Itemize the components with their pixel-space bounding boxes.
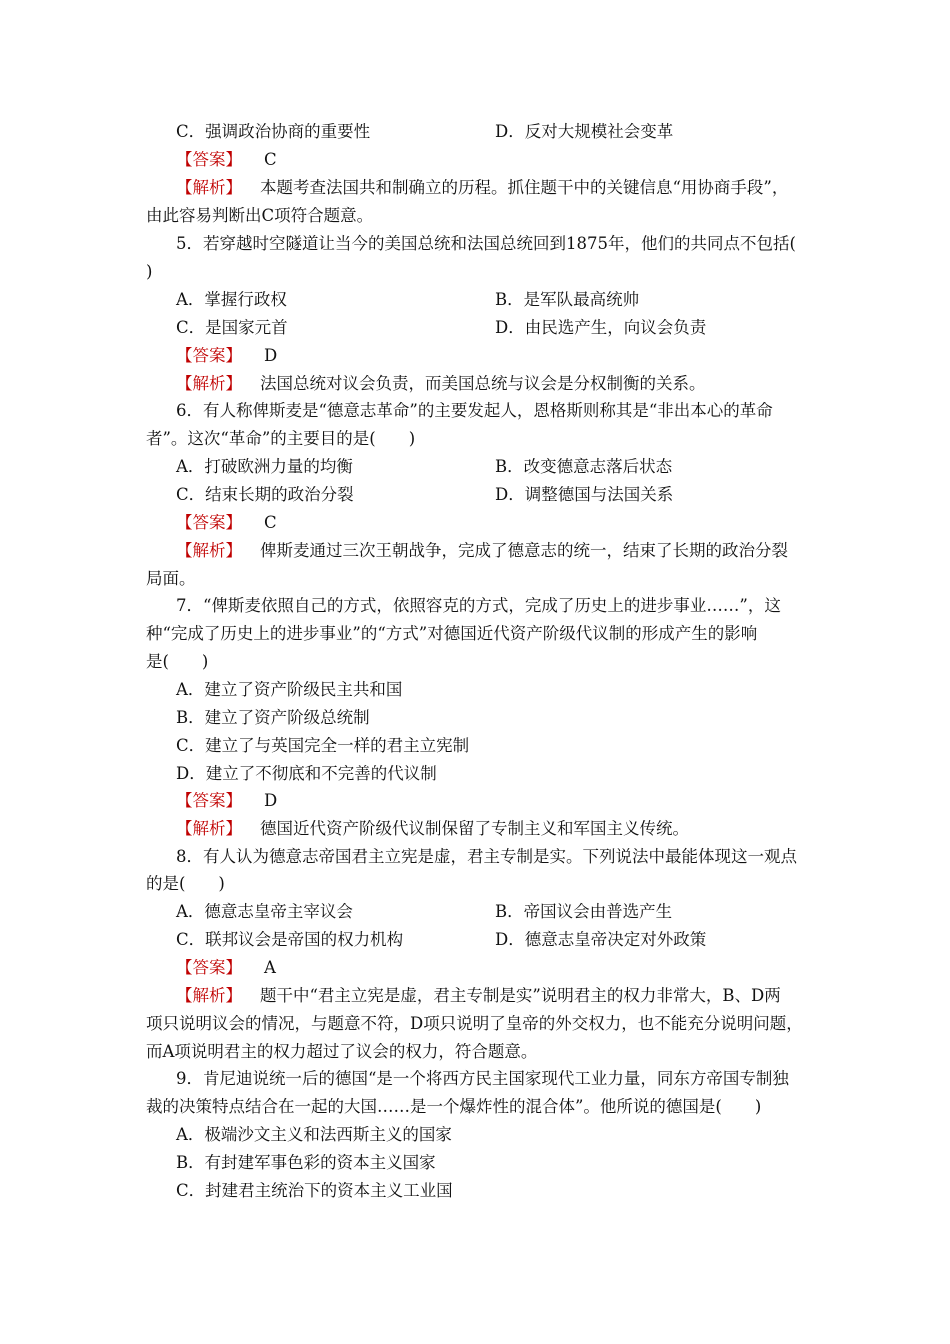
q6-option-c: C．结束长期的政治分裂 <box>176 485 354 504</box>
q6-option-b: B．改变德意志落后状态 <box>495 457 673 476</box>
analysis-tag: 【解析】 <box>176 178 242 197</box>
q9-option-a: A．极端沙文主义和法西斯主义的国家 <box>176 1125 452 1144</box>
q8-analysis-text-3: 而A项说明君主的权力超过了议会的权力，符合题意。 <box>146 1042 538 1061</box>
q6-analysis-text-1: 俾斯麦通过三次王朝战争，完成了德意志的统一，结束了长期的政治分裂 <box>260 541 788 560</box>
q5-stem-1: 5．若穿越时空隧道让当今的美国总统和法国总统回到1875年，他们的共同点不包括( <box>176 234 796 253</box>
q7-analysis-line <box>176 819 689 839</box>
q5-answer-line <box>176 346 277 366</box>
q6-answer-line <box>176 513 277 533</box>
answer-tag: 【答案】 <box>176 346 242 365</box>
q7-option-b: B．建立了资产阶级总统制 <box>176 708 370 727</box>
q9-option-b: B．有封建军事色彩的资本主义国家 <box>176 1153 436 1172</box>
q5-option-a: A．掌握行政权 <box>176 290 287 309</box>
answer-tag: 【答案】 <box>176 513 242 532</box>
q6-stem-1: 6．有人称俾斯麦是“德意志革命”的主要发起人，恩格斯则称其是“非出本心的革命 <box>176 401 773 420</box>
q4-analysis-text-2: 由此容易判断出C项符合题意。 <box>146 206 374 225</box>
q8-answer-line <box>176 958 276 978</box>
q7-option-d: D．建立了不彻底和不完善的代议制 <box>176 764 437 783</box>
q8-option-d: D．德意志皇帝决定对外政策 <box>495 930 707 949</box>
q7-answer-line <box>176 791 277 811</box>
analysis-tag: 【解析】 <box>176 819 242 838</box>
q5-option-b: B．是军队最高统帅 <box>495 290 640 309</box>
q5-stem-2: ) <box>146 262 153 281</box>
analysis-tag: 【解析】 <box>176 374 242 393</box>
q4-answer: C <box>264 150 277 169</box>
q7-stem-1: 7．“俾斯麦依照自己的方式，依照容克的方式，完成了历史上的进步事业……”，这 <box>176 596 781 615</box>
q7-option-c: C．建立了与英国完全一样的君主立宪制 <box>176 736 470 755</box>
q9-option-c: C．封建君主统治下的资本主义工业国 <box>176 1181 453 1200</box>
q6-option-a: A．打破欧洲力量的均衡 <box>176 457 353 476</box>
q8-option-c: C．联邦议会是帝国的权力机构 <box>176 930 404 949</box>
q8-answer: A <box>264 958 276 977</box>
q8-analysis-text-1: 题干中“君主立宪是虚，君主专制是实”说明君主的权力非常大，B、D两 <box>260 986 781 1005</box>
q7-option-a: A．建立了资产阶级民主共和国 <box>176 680 403 699</box>
answer-tag: 【答案】 <box>176 150 242 169</box>
q6-stem-2: 者”。这次“革命”的主要目的是( ) <box>146 429 416 448</box>
q5-answer: D <box>264 346 278 365</box>
analysis-tag: 【解析】 <box>176 541 242 560</box>
q5-analysis-text-1: 法国总统对议会负责，而美国总统与议会是分权制衡的关系。 <box>260 374 706 393</box>
q7-stem-2: 种“完成了历史上的进步事业”的“方式”对德国近代资产阶级代议制的形成产生的影响 <box>146 624 758 643</box>
q7-answer: D <box>264 791 278 810</box>
q8-analysis-text-2: 项只说明议会的情况，与题意不符，D项只说明了皇帝的外交权力，也不能充分说明问题， <box>146 1014 803 1033</box>
q8-option-a: A．德意志皇帝主宰议会 <box>176 902 353 921</box>
q6-answer: C <box>264 513 277 532</box>
q4-analysis-text-1: 本题考查法国共和制确立的历程。抓住题干中的关键信息“用协商手段”， <box>260 178 789 197</box>
q5-option-c: C．是国家元首 <box>176 318 288 337</box>
q8-option-b: B．帝国议会由普选产生 <box>495 902 673 921</box>
q5-analysis-line <box>176 374 706 394</box>
q5-option-d: D．由民选产生，向议会负责 <box>495 318 707 337</box>
q4-option-c: C．强调政治协商的重要性 <box>176 122 371 141</box>
q7-analysis-text-1: 德国近代资产阶级代议制保留了专制主义和军国主义传统。 <box>260 819 689 838</box>
q8-analysis-line <box>176 986 781 1006</box>
answer-tag: 【答案】 <box>176 791 242 810</box>
q7-stem-3: 是( ) <box>146 652 209 671</box>
answer-tag: 【答案】 <box>176 958 242 977</box>
q9-stem-2: 裁的决策特点结合在一起的大国……是一个爆炸性的混合体”。他所说的德国是( ) <box>146 1097 762 1116</box>
q8-stem-2: 的是( ) <box>146 874 225 893</box>
q9-stem-1: 9．肯尼迪说统一后的德国“是一个将西方民主国家现代工业力量，同东方帝国专制独 <box>176 1069 789 1088</box>
q4-option-d: D．反对大规模社会变革 <box>495 122 674 141</box>
q8-stem-1: 8．有人认为德意志帝国君主立宪是虚，君主专制是实。下列说法中最能体现这一观点 <box>176 847 797 866</box>
q6-option-d: D．调整德国与法国关系 <box>495 485 674 504</box>
q6-analysis-line <box>176 541 788 561</box>
q4-answer-line <box>176 150 277 170</box>
q6-analysis-text-2: 局面。 <box>146 569 196 588</box>
q4-analysis-line <box>176 178 788 198</box>
analysis-tag: 【解析】 <box>176 986 242 1005</box>
